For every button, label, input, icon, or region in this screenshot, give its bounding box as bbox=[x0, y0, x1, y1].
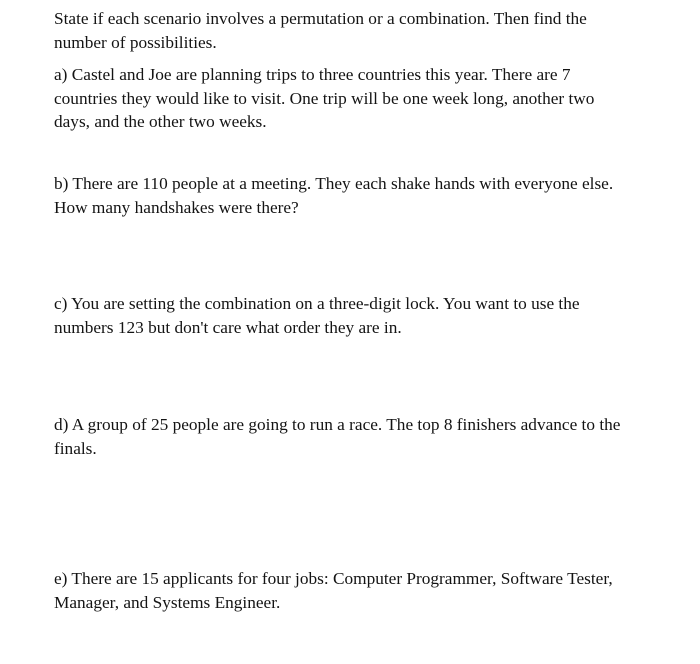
instructions bbox=[54, 7, 587, 54]
question-e-line: Manager, and Systems Engineer. bbox=[54, 592, 281, 612]
question-d-line: d) A group of 25 people are going to run a race. The top 8 finishers advance to the bbox=[54, 415, 621, 434]
instructions-line: State if each scenario involves a permutation or a combination. Then find the bbox=[54, 9, 587, 28]
question-c-line: c) You are setting the combination on a three-digit lock. You want to use the bbox=[54, 294, 580, 313]
question-c-line: numbers 123 but don't care what order they are in. bbox=[54, 317, 402, 337]
question-a-line: a) Castel and Joe are planning trips to three countries this year. There are 7 bbox=[54, 65, 571, 84]
question-b-line: How many handshakes were there? bbox=[54, 197, 299, 217]
question-d-line: finals. bbox=[54, 438, 97, 458]
question-e-line: e) There are 15 applicants for four jobs: Computer Programmer, Software Tester, bbox=[54, 569, 613, 588]
question-c bbox=[54, 292, 580, 339]
question-b-line: b) There are 110 people at a meeting. They each shake hands with everyone else. bbox=[54, 174, 614, 193]
question-d bbox=[54, 413, 620, 460]
instructions-line: number of possibilities. bbox=[54, 32, 217, 52]
question-a bbox=[54, 63, 594, 134]
question-a-line: days, and the other two weeks. bbox=[54, 112, 267, 131]
question-e bbox=[54, 567, 613, 614]
question-a-line: countries they would like to visit. One trip will be one week long, another two bbox=[54, 88, 595, 108]
question-b bbox=[54, 172, 613, 219]
